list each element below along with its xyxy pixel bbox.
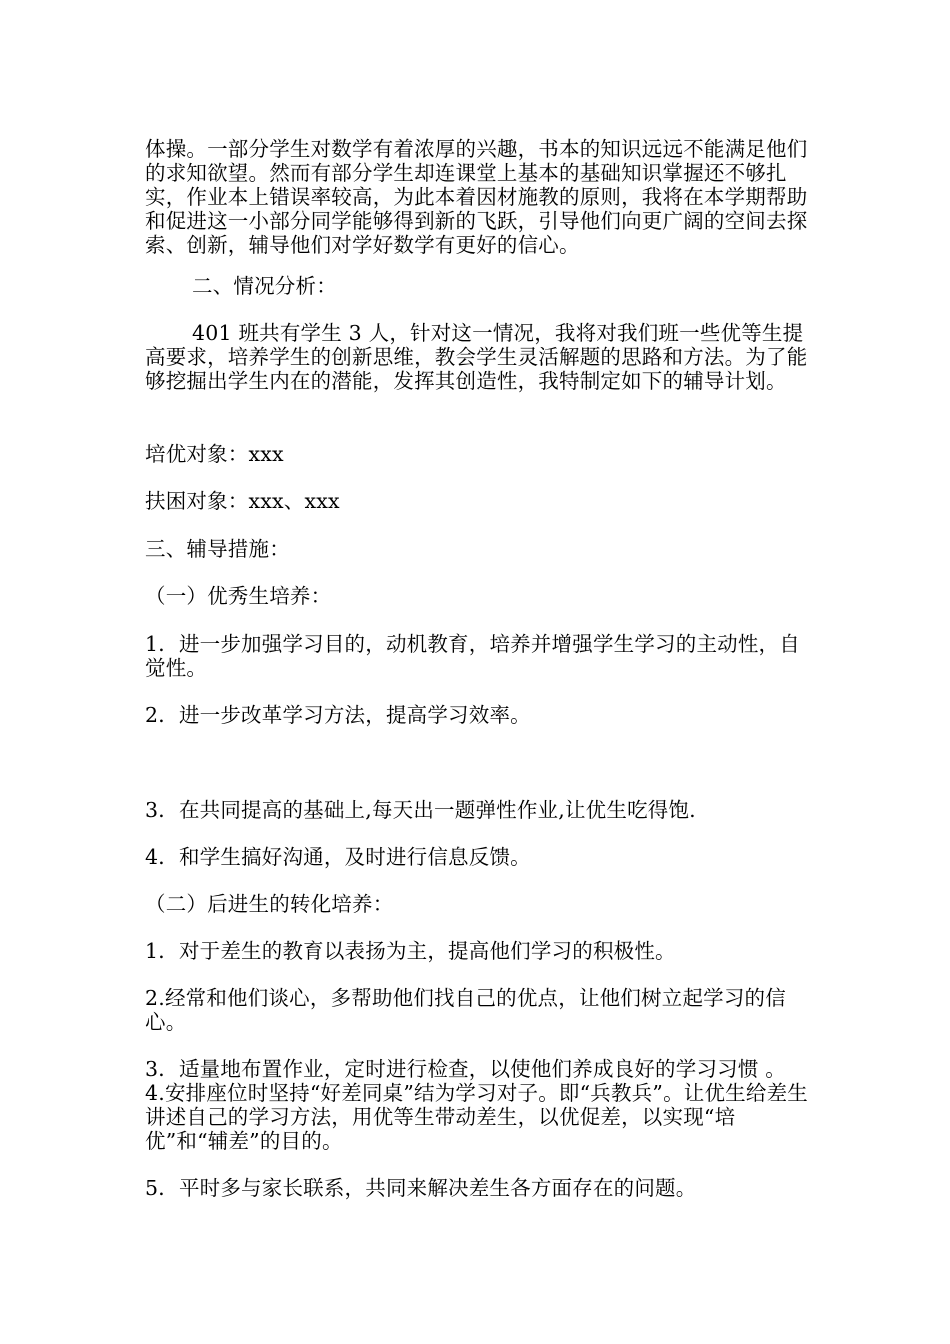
section-heading-measures: 三、辅导措施： <box>145 537 290 561</box>
list-item-b2: 2.经常和他们谈心，多帮助他们找自己的优点，让他们树立起学习的信心。 <box>145 986 786 1034</box>
list-item-4: 4．和学生搞好沟通，及时进行信息反馈。 <box>145 845 531 869</box>
list-item-b1: 1．对于差生的教育以表扬为主，提高他们学习的积极性。 <box>145 939 676 963</box>
list-item-b5: 5．平时多与家长联系，共同来解决差生各方面存在的问题。 <box>145 1176 697 1200</box>
subheading-lagging: （二）后进生的转化培养： <box>145 892 394 916</box>
paragraph-intro: 体操。一部分学生对数学有着浓厚的兴趣，书本的知识远远不能满足他们的求知欲望。然而有部分学生却连课堂上基本的基础知识掌握还不够扎实，作业本上错误率较高，为此本着因材施教的原则，我将在本学期帮助和促进这一小部分同学能够得到新的飞跃，引导他们向更广阔的空间去探索、创新，辅导他们对学好数学有更好的信心。 <box>145 137 808 257</box>
section-heading-analysis: 二、情况分析： <box>192 274 337 298</box>
paragraph-excellent-target: 培优对象：xxx <box>145 442 284 466</box>
list-item-1: 1．进一步加强学习目的，动机教育，培养并增强学生学习的主动性，自觉性。 <box>145 632 800 680</box>
list-item-3: 3．在共同提高的基础上,每天出一题弹性作业,让优生吃得饱. <box>145 798 696 822</box>
paragraph-analysis: 401 班共有学生 3 人，针对这一情况，我将对我们班一些优等生提高要求，培养学生的创新思维，教会学生灵活解题的思路和方法。为了能够挖掘出学生内在的潜能，发挥其创造性，我特制定如下的辅导计划。 <box>145 321 808 393</box>
list-item-2: 2．进一步改革学习方法，提高学习效率。 <box>145 703 531 727</box>
subheading-excellent: （一）优秀生培养： <box>145 584 332 608</box>
paragraph-support-target: 扶困对象：xxx、xxx <box>145 489 340 513</box>
list-item-b3: 3．适量地布置作业，定时进行检查，以使他们养成良好的学习习惯 。 <box>145 1057 786 1081</box>
list-item-b4: 4.安排座位时坚持“好差同桌”结为学习对子。即“兵教兵”。让优生给差生讲述自己的学习方法，用优等生带动差生，以优促差，以实现“培优”和“辅差”的目的。 <box>145 1081 808 1153</box>
